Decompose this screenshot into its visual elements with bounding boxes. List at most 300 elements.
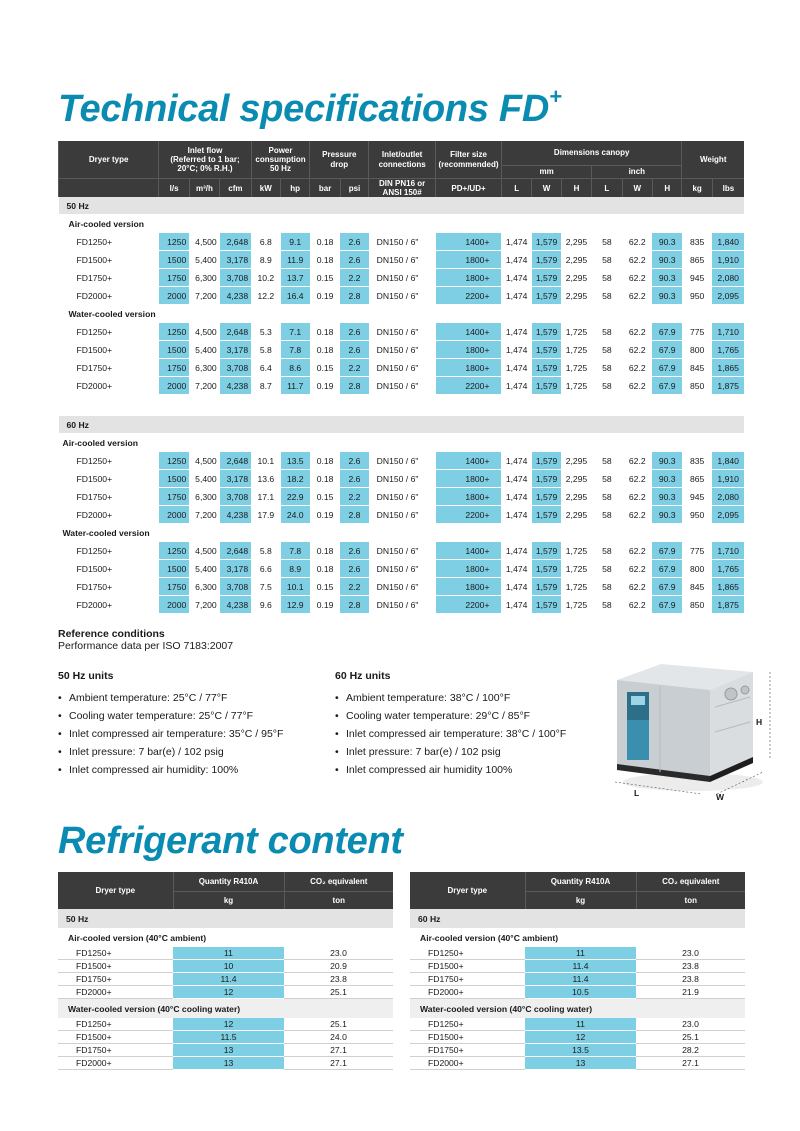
table-cell: 2.2 — [340, 488, 368, 506]
list-item: • Inlet compressed air temperature: 35°C / 95°F — [58, 725, 283, 743]
table-cell: 13 — [525, 1057, 636, 1070]
table-cell: 11.4 — [525, 960, 636, 973]
table-cell: 0.18 — [310, 470, 340, 488]
table-row — [59, 596, 745, 614]
table-cell: 2.6 — [340, 542, 368, 560]
dryer-type-cell: FD1500+ — [58, 960, 173, 973]
unit-hp: hp — [281, 179, 310, 198]
table-row — [410, 947, 745, 960]
table-cell: 11 — [525, 947, 636, 960]
table-cell: 67.9 — [652, 542, 681, 560]
group-row — [410, 928, 745, 947]
table-cell: 3,708 — [220, 488, 251, 506]
group-label: Water-cooled version (40°C cooling water) — [58, 999, 393, 1019]
table-cell: 90.3 — [652, 269, 681, 287]
table-cell: 0.18 — [310, 542, 340, 560]
header-dimensions: Dimensions canopy — [501, 141, 681, 166]
table-cell: 2.8 — [340, 506, 368, 524]
table-cell: 6.8 — [251, 233, 280, 251]
unit-m3h: m³/h — [189, 179, 219, 198]
list-item: • Ambient temperature: 25°C / 77°F — [58, 689, 283, 707]
table-cell: 17.9 — [251, 506, 280, 524]
table-cell: 58 — [592, 323, 622, 341]
table-cell: 1,710 — [712, 323, 744, 341]
table-row — [59, 251, 745, 269]
table-cell: 58 — [592, 359, 622, 377]
table-cell: 5,400 — [189, 251, 219, 269]
header-kg: kg — [525, 892, 636, 910]
unit-bar: bar — [310, 179, 340, 198]
table-cell: 0.18 — [310, 341, 340, 359]
table-cell: 835 — [682, 452, 712, 470]
units-50hz-heading: 50 Hz units — [58, 670, 114, 682]
dryer-type-cell: FD1500+ — [59, 341, 159, 359]
reference-text: Performance data per ISO 7183:2007 — [58, 640, 234, 652]
table-cell: 13.5 — [525, 1044, 636, 1057]
table-cell: 2.6 — [340, 452, 368, 470]
units-60hz-heading: 60 Hz units — [335, 670, 391, 682]
table-cell: 23.0 — [636, 947, 745, 960]
dryer-type-cell: FD2000+ — [58, 1057, 173, 1070]
table-cell: 25.1 — [636, 1031, 745, 1044]
table-cell: 11 — [173, 947, 284, 960]
dryer-type-cell: FD1500+ — [59, 470, 159, 488]
table-cell: 1,910 — [712, 470, 744, 488]
table-cell: 1,474 — [501, 341, 531, 359]
dryer-type-cell: FD1250+ — [410, 1018, 525, 1031]
table-cell: 1,474 — [501, 359, 531, 377]
group-row — [410, 999, 745, 1019]
dryer-type-cell: FD2000+ — [59, 596, 159, 614]
table-cell: 21.9 — [636, 986, 745, 999]
unit-psi: psi — [340, 179, 368, 198]
table-cell: 1400+ — [436, 323, 502, 341]
dryer-type-cell: FD1250+ — [59, 452, 159, 470]
table-cell: 7.8 — [281, 341, 310, 359]
table-cell: 1,765 — [712, 560, 744, 578]
table-cell: 1750 — [159, 359, 189, 377]
header-co2: CO₂ equivalent — [284, 872, 393, 892]
table-cell: 3,178 — [220, 560, 251, 578]
table-cell: 58 — [592, 269, 622, 287]
table-cell: 5,400 — [189, 470, 219, 488]
table-cell: 2.8 — [340, 287, 368, 305]
table-cell: 1500 — [159, 251, 189, 269]
table-cell: 1250 — [159, 323, 189, 341]
unit-lbs: lbs — [712, 179, 744, 198]
table-cell: 2.8 — [340, 596, 368, 614]
table-row — [58, 986, 393, 999]
reference-conditions — [58, 628, 233, 652]
unit-l-inch: L — [592, 179, 622, 198]
table-cell: 2.6 — [340, 560, 368, 578]
table-cell: 11.5 — [173, 1031, 284, 1044]
table-cell: 3,178 — [220, 470, 251, 488]
table-cell: DN150 / 6" — [369, 233, 436, 251]
table-cell: 4,238 — [220, 377, 251, 395]
header-weight: Weight — [682, 141, 744, 179]
dryer-machine-image — [605, 652, 780, 802]
table-cell: 2200+ — [436, 287, 502, 305]
table-cell: DN150 / 6" — [369, 560, 436, 578]
table-cell: 1400+ — [436, 452, 502, 470]
table-row — [59, 542, 745, 560]
table-cell: 7.5 — [251, 578, 280, 596]
table-cell: 2,295 — [561, 506, 591, 524]
table-cell: 90.3 — [652, 452, 681, 470]
table-cell: 4,238 — [220, 506, 251, 524]
table-cell: DN150 / 6" — [369, 470, 436, 488]
table-cell: 1250 — [159, 542, 189, 560]
table-cell: 58 — [592, 578, 622, 596]
frequency-row — [58, 909, 393, 928]
table-cell: 1750 — [159, 269, 189, 287]
unit-kw: kW — [251, 179, 280, 198]
table-cell: 1,840 — [712, 452, 744, 470]
table-cell: 62.2 — [622, 488, 652, 506]
group-label: Air-cooled version — [59, 434, 745, 452]
table-cell: 2.2 — [340, 359, 368, 377]
dimension-h-label: H — [756, 717, 763, 727]
header-connections: Inlet/outlet connections — [369, 141, 436, 179]
dryer-type-cell: FD1750+ — [410, 973, 525, 986]
table-row — [59, 287, 745, 305]
table-cell: 4,500 — [189, 542, 219, 560]
table-cell: DN150 / 6" — [369, 488, 436, 506]
table-cell: 1,910 — [712, 251, 744, 269]
table-cell: 90.3 — [652, 233, 681, 251]
table-cell: DN150 / 6" — [369, 341, 436, 359]
table-cell: 3,708 — [220, 269, 251, 287]
table-cell: 2,080 — [712, 269, 744, 287]
table-cell: 12 — [173, 986, 284, 999]
table-cell: 7,200 — [189, 506, 219, 524]
table-cell: 1,875 — [712, 377, 744, 395]
reference-heading: Reference conditions — [58, 628, 165, 640]
dryer-type-cell: FD1750+ — [58, 1044, 173, 1057]
header-kg: kg — [173, 892, 284, 910]
table-cell: DN150 / 6" — [369, 596, 436, 614]
table-cell: 23.0 — [284, 947, 393, 960]
table-cell: 8.9 — [251, 251, 280, 269]
table-cell: 1,725 — [561, 377, 591, 395]
table-cell: 1250 — [159, 233, 189, 251]
table-cell: 0.18 — [310, 233, 340, 251]
table-cell: 12 — [173, 1018, 284, 1031]
table-cell: 20.9 — [284, 960, 393, 973]
units-60hz — [335, 670, 566, 779]
table-cell: 1,474 — [501, 269, 531, 287]
table-cell: 2,295 — [561, 251, 591, 269]
table-cell: 13 — [173, 1044, 284, 1057]
table-cell: 845 — [682, 578, 712, 596]
group-row — [58, 999, 393, 1019]
frequency-row — [410, 909, 745, 928]
unit-pd: PD+/UD+ — [436, 179, 502, 198]
header-power: Power consumption 50 Hz — [251, 141, 310, 179]
list-item: • Inlet compressed air humidity: 100% — [58, 761, 283, 779]
table-cell: 58 — [592, 488, 622, 506]
table-cell: 58 — [592, 506, 622, 524]
table-cell: 27.1 — [284, 1057, 393, 1070]
table-cell: 13.6 — [251, 470, 280, 488]
table-cell: 845 — [682, 359, 712, 377]
table-cell: 13.5 — [281, 452, 310, 470]
refrigerant-table-50hz — [58, 872, 393, 1070]
table-cell: 775 — [682, 542, 712, 560]
table-row — [59, 470, 745, 488]
table-cell: 1,725 — [561, 341, 591, 359]
table-cell: 1,579 — [532, 359, 561, 377]
table-cell: 0.15 — [310, 269, 340, 287]
table-row — [410, 986, 745, 999]
table-cell: 67.9 — [652, 560, 681, 578]
unit-h-inch: H — [652, 179, 681, 198]
table-cell: 4,500 — [189, 233, 219, 251]
header-dryer-type: Dryer type — [58, 872, 173, 909]
table-cell: 2.8 — [340, 377, 368, 395]
table-cell: 62.2 — [622, 287, 652, 305]
table-cell: 16.4 — [281, 287, 310, 305]
table-cell: 2200+ — [436, 596, 502, 614]
table-cell: 1,474 — [501, 251, 531, 269]
table-cell: 1,579 — [532, 596, 561, 614]
table-cell: 67.9 — [652, 341, 681, 359]
table-cell: 1500 — [159, 560, 189, 578]
table-cell: 10.2 — [251, 269, 280, 287]
table-cell: 2.6 — [340, 341, 368, 359]
table-cell: 58 — [592, 341, 622, 359]
table-cell: 1,474 — [501, 560, 531, 578]
table-cell: 1750 — [159, 578, 189, 596]
table-cell: 2.2 — [340, 578, 368, 596]
table-cell: 1,875 — [712, 596, 744, 614]
dryer-type-cell: FD2000+ — [59, 287, 159, 305]
table-row — [58, 973, 393, 986]
table-cell: 1,579 — [532, 542, 561, 560]
dryer-type-cell: FD1250+ — [410, 947, 525, 960]
table-row — [59, 488, 745, 506]
table-cell: 2200+ — [436, 377, 502, 395]
table-cell: 1,725 — [561, 323, 591, 341]
table-cell: 1,474 — [501, 470, 531, 488]
table-cell: 835 — [682, 233, 712, 251]
table-cell: 1,579 — [532, 470, 561, 488]
header-dryer-type: Dryer type — [59, 141, 159, 179]
list-item: • Cooling water temperature: 29°C / 85°F — [335, 707, 566, 725]
group-label: Air-cooled version (40°C ambient) — [420, 932, 559, 943]
table-cell: 2,095 — [712, 287, 744, 305]
table-cell: 9.1 — [281, 233, 310, 251]
table-cell: 2000 — [159, 506, 189, 524]
table-cell: 62.2 — [622, 233, 652, 251]
table-cell: 11.7 — [281, 377, 310, 395]
table-cell: 1,474 — [501, 578, 531, 596]
dryer-type-cell: FD1500+ — [59, 251, 159, 269]
table-cell: 58 — [592, 233, 622, 251]
dryer-type-cell: FD1750+ — [410, 1044, 525, 1057]
table-cell: 2000 — [159, 377, 189, 395]
table-row — [410, 1044, 745, 1057]
unit-w-mm: W — [532, 179, 561, 198]
table-cell: 850 — [682, 377, 712, 395]
table-cell: 1,725 — [561, 578, 591, 596]
table-cell: 58 — [592, 287, 622, 305]
table-cell: 1,840 — [712, 233, 744, 251]
table-cell: 62.2 — [622, 470, 652, 488]
table-cell: 1,579 — [532, 452, 561, 470]
table-cell: 8.9 — [281, 560, 310, 578]
table-cell: 90.3 — [652, 488, 681, 506]
table-cell: 1,725 — [561, 560, 591, 578]
table-cell: DN150 / 6" — [369, 578, 436, 596]
table-cell: 865 — [682, 251, 712, 269]
table-cell: 2000 — [159, 287, 189, 305]
group-row — [59, 524, 745, 542]
table-cell: 0.15 — [310, 488, 340, 506]
units-50hz-list — [58, 689, 283, 779]
group-row — [59, 215, 745, 233]
table-cell: 13 — [173, 1057, 284, 1070]
table-cell: 2,080 — [712, 488, 744, 506]
table-cell: 7,200 — [189, 287, 219, 305]
table-cell: 2.6 — [340, 470, 368, 488]
dryer-type-cell: FD1250+ — [58, 1018, 173, 1031]
frequency-row — [59, 197, 745, 215]
table-cell: 1,579 — [532, 560, 561, 578]
table-cell: DN150 / 6" — [369, 506, 436, 524]
header-dryer-type: Dryer type — [410, 872, 525, 909]
dryer-type-cell: FD2000+ — [410, 1057, 525, 1070]
unit-ls: l/s — [159, 179, 189, 198]
table-row — [58, 1044, 393, 1057]
table-cell: 62.2 — [622, 269, 652, 287]
table-cell: 850 — [682, 596, 712, 614]
table-cell: 58 — [592, 251, 622, 269]
table-row — [59, 269, 745, 287]
unit-kg: kg — [682, 179, 712, 198]
section-spacer — [59, 395, 745, 416]
table-row — [58, 960, 393, 973]
group-label: Air-cooled version (40°C ambient) — [68, 932, 207, 943]
table-cell: 12 — [525, 1031, 636, 1044]
dryer-type-cell: FD1750+ — [58, 973, 173, 986]
table-row — [59, 323, 745, 341]
table-cell: 2,648 — [220, 323, 251, 341]
table-cell: 800 — [682, 560, 712, 578]
page-title: Technical specifications FD+ — [58, 84, 562, 130]
list-item: • Ambient temperature: 38°C / 100°F — [335, 689, 566, 707]
table-cell: DN150 / 6" — [369, 359, 436, 377]
table-cell: 1,579 — [532, 506, 561, 524]
spec-body — [59, 197, 745, 614]
header-ton: ton — [284, 892, 393, 910]
table-cell: 62.2 — [622, 542, 652, 560]
group-label: Water-cooled version — [59, 305, 745, 323]
table-cell: 67.9 — [652, 323, 681, 341]
table-cell: 1500 — [159, 341, 189, 359]
table-cell: 27.1 — [636, 1057, 745, 1070]
table-cell: 5.8 — [251, 341, 280, 359]
header-blank — [59, 179, 159, 198]
dryer-type-cell: FD1750+ — [59, 488, 159, 506]
table-cell: 1400+ — [436, 542, 502, 560]
table-cell: 2,095 — [712, 506, 744, 524]
table-cell: 58 — [592, 452, 622, 470]
dryer-type-cell: FD1500+ — [410, 960, 525, 973]
table-cell: 67.9 — [652, 578, 681, 596]
dryer-type-cell: FD1750+ — [59, 578, 159, 596]
table-cell: 27.1 — [284, 1044, 393, 1057]
table-row — [59, 560, 745, 578]
table-cell: 10.1 — [251, 452, 280, 470]
table-cell: 8.7 — [251, 377, 280, 395]
table-cell: 1800+ — [436, 359, 502, 377]
table-cell: DN150 / 6" — [369, 287, 436, 305]
table-cell: 2,295 — [561, 470, 591, 488]
table-cell: 0.19 — [310, 377, 340, 395]
table-cell: 90.3 — [652, 251, 681, 269]
table-cell: 58 — [592, 560, 622, 578]
dryer-type-cell: FD2000+ — [59, 377, 159, 395]
table-cell: 1,579 — [532, 233, 561, 251]
table-cell: 2,648 — [220, 452, 251, 470]
table-cell: 2.6 — [340, 323, 368, 341]
table-cell: 1,474 — [501, 488, 531, 506]
table-cell: 1800+ — [436, 470, 502, 488]
table-cell: 1,579 — [532, 287, 561, 305]
table-cell: 5.3 — [251, 323, 280, 341]
table-cell: 0.18 — [310, 251, 340, 269]
header-inch: inch — [592, 166, 682, 179]
table-row — [58, 947, 393, 960]
table-cell: 2,648 — [220, 233, 251, 251]
table-cell: DN150 / 6" — [369, 251, 436, 269]
frequency-label: 60 Hz — [410, 909, 745, 928]
dimension-w-label: W — [716, 792, 725, 802]
table-cell: 1,579 — [532, 341, 561, 359]
table-cell: 1,474 — [501, 323, 531, 341]
table-cell: 1,865 — [712, 359, 744, 377]
table-cell: 1,579 — [532, 269, 561, 287]
table-cell: 1400+ — [436, 233, 502, 251]
refrigerant-title: Refrigerant content — [58, 820, 403, 862]
table-cell: 2,295 — [561, 452, 591, 470]
table-cell: 67.9 — [652, 377, 681, 395]
table-cell: 1,579 — [532, 377, 561, 395]
dryer-type-cell: FD1500+ — [59, 560, 159, 578]
table-cell: 5,400 — [189, 560, 219, 578]
table-cell: 1,579 — [532, 323, 561, 341]
table-cell: 6,300 — [189, 578, 219, 596]
dimension-l-label: L — [634, 788, 640, 798]
table-cell: 11.4 — [525, 973, 636, 986]
table-cell: 2,295 — [561, 269, 591, 287]
table-row — [59, 341, 745, 359]
frequency-label: 50 Hz — [58, 909, 393, 928]
table-cell: 0.19 — [310, 596, 340, 614]
group-label: Water-cooled version — [59, 524, 745, 542]
group-row — [59, 434, 745, 452]
group-row — [59, 305, 745, 323]
table-cell: 62.2 — [622, 359, 652, 377]
table-cell: 1,474 — [501, 542, 531, 560]
dryer-type-cell: FD2000+ — [58, 986, 173, 999]
header-mm: mm — [501, 166, 591, 179]
table-cell: DN150 / 6" — [369, 323, 436, 341]
dryer-type-cell: FD1250+ — [59, 542, 159, 560]
table-cell: 1800+ — [436, 341, 502, 359]
